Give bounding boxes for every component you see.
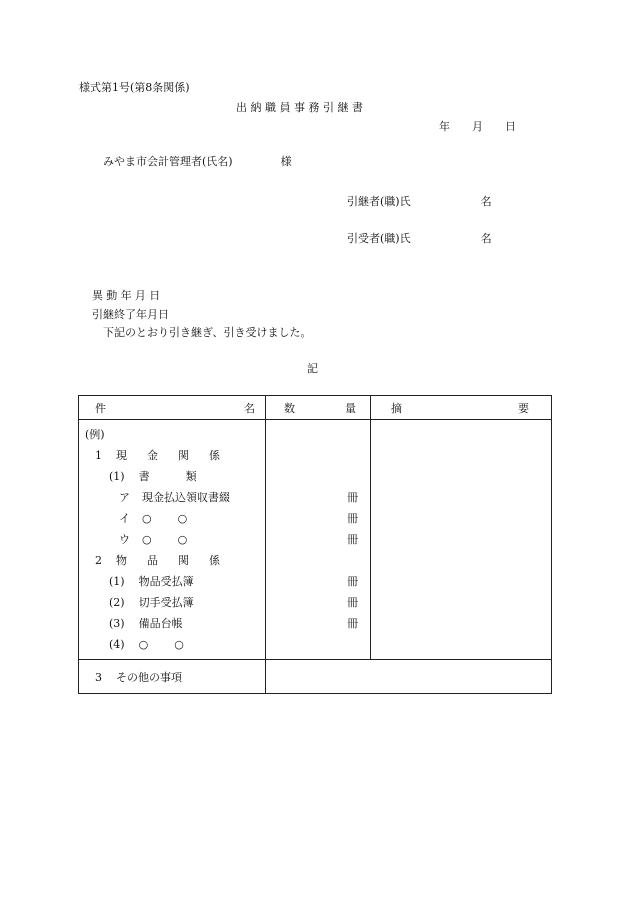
transfer-date-label: 異動年月日 — [92, 289, 164, 302]
section-char: 物 — [116, 554, 127, 567]
section-num: 1 — [95, 449, 102, 462]
list-item — [79, 529, 265, 550]
header-item-a: 件 — [95, 401, 106, 415]
table-header-row — [79, 396, 552, 420]
circle-placeholder: ○ — [142, 533, 152, 546]
date-line — [439, 118, 516, 134]
section-char: 係 — [209, 554, 220, 567]
item-label: 物品受払簿 — [138, 575, 194, 588]
transferor-label: 引継者(職)氏 — [347, 195, 411, 208]
item-num: (2) — [109, 596, 125, 609]
item-label: 現金払込領収書綴 — [142, 491, 230, 504]
end-date-label: 引継終了年月日 — [92, 308, 169, 321]
other-matters-content — [266, 660, 552, 694]
section-char: 関 — [178, 449, 189, 462]
section-num: 3 — [95, 670, 102, 684]
list-item — [79, 466, 265, 487]
transferee-label: 引受者(職)氏 — [347, 232, 411, 245]
item-mark: イ — [119, 512, 130, 525]
table-body-row — [79, 420, 552, 660]
transferee-line — [347, 230, 492, 246]
other-matters-cell — [79, 660, 266, 694]
section-char: 関 — [178, 554, 189, 567]
form-number: 様式第1号(第8条関係) — [79, 81, 190, 94]
circle-placeholder: ○ — [174, 638, 184, 651]
circle-placeholder: ○ — [177, 512, 188, 525]
circle-placeholder: ○ — [177, 533, 188, 546]
item-label: 備品台帳 — [138, 617, 183, 630]
transferor-line — [347, 193, 492, 209]
handover-table — [78, 395, 552, 694]
list-item — [79, 571, 265, 592]
circle-placeholder: ○ — [138, 638, 149, 651]
header-item-b: 名 — [244, 401, 255, 415]
header-qty-b: 量 — [345, 401, 356, 415]
ki-label: 記 — [307, 362, 318, 375]
header-note-b: 要 — [518, 401, 529, 415]
list-item — [79, 613, 265, 634]
list-item — [79, 592, 265, 613]
quantity-column — [266, 420, 371, 660]
section-cash — [79, 445, 265, 466]
item-mark: ア — [119, 491, 130, 504]
example-label: (例) — [85, 428, 105, 441]
item-num: (1) — [109, 470, 125, 483]
item-column — [79, 420, 266, 660]
unit-label: 冊 — [347, 491, 358, 504]
list-item — [79, 508, 265, 529]
transferee-name-label: 名 — [480, 232, 492, 245]
header-item — [79, 396, 266, 420]
year-label: 年 — [439, 120, 450, 133]
note-column — [371, 420, 552, 660]
section-goods — [79, 550, 265, 571]
section-char: 現 — [116, 449, 127, 462]
header-note — [371, 396, 552, 420]
table-row-other — [79, 660, 552, 694]
statement-text: 下記のとおり引き継ぎ、引き受けました。 — [103, 326, 312, 339]
unit-label: 冊 — [347, 533, 358, 546]
item-char: 類 — [185, 470, 197, 483]
unit-label: 冊 — [347, 617, 358, 630]
document-title: 出納職員事務引継書 — [236, 101, 367, 114]
day-label: 日 — [505, 120, 516, 133]
item-mark: ウ — [119, 533, 130, 546]
transferor-name-label: 名 — [480, 195, 492, 208]
circle-placeholder: ○ — [142, 512, 152, 525]
unit-label: 冊 — [347, 596, 358, 609]
section-label: その他の事項 — [116, 670, 182, 684]
header-quantity — [266, 396, 371, 420]
header-qty-a: 数 — [284, 401, 295, 415]
header-note-a: 摘 — [391, 401, 402, 415]
section-num: 2 — [95, 554, 102, 567]
unit-label: 冊 — [347, 575, 358, 588]
item-label: 切手受払簿 — [138, 596, 194, 609]
section-char: 金 — [147, 449, 158, 462]
addressee-honorific: 様 — [280, 155, 292, 168]
unit-label: 冊 — [347, 512, 358, 525]
section-char: 係 — [209, 449, 220, 462]
list-item — [79, 634, 265, 655]
month-label: 月 — [472, 120, 483, 133]
section-char: 品 — [147, 554, 158, 567]
addressee — [103, 153, 292, 169]
list-item — [79, 487, 265, 508]
item-num: (1) — [109, 575, 125, 588]
addressee-name: みやま市会計管理者(氏名) — [103, 155, 233, 168]
item-num: (3) — [109, 617, 125, 630]
item-char: 書 — [138, 470, 150, 483]
item-num: (4) — [109, 638, 125, 651]
